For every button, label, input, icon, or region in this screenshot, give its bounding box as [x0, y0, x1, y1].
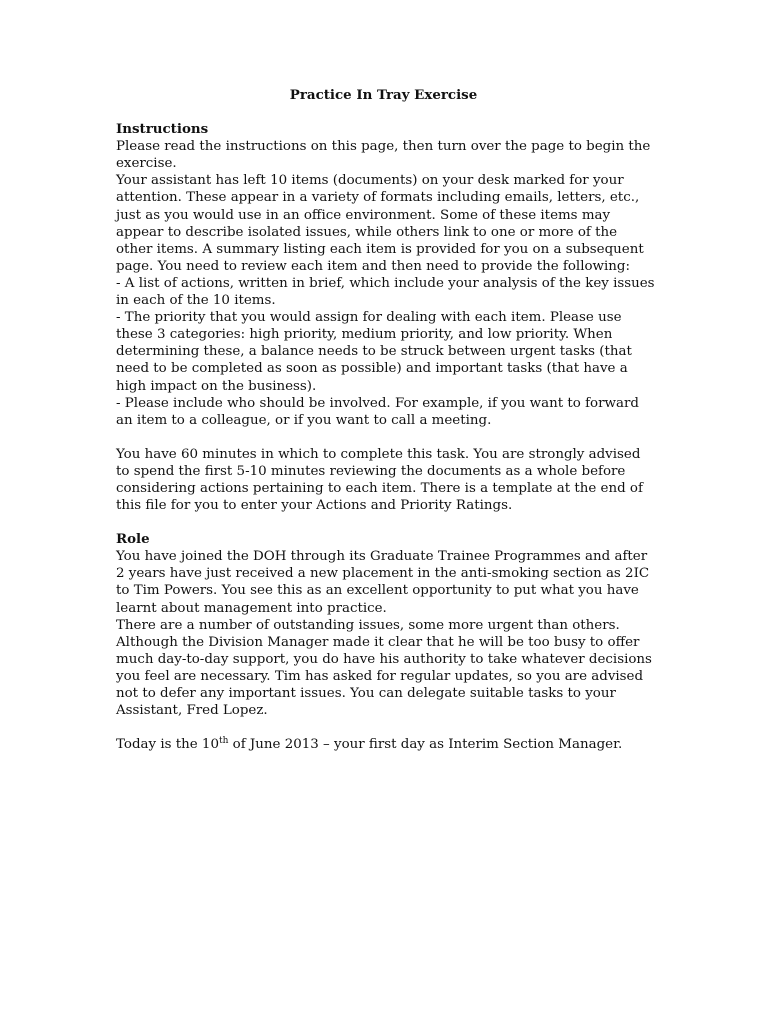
document-title: Practice In Tray Exercise — [289, 87, 478, 103]
today-line — [116, 736, 656, 753]
today-prefix: Today is the 10 — [116, 737, 219, 753]
paragraph-spacer — [116, 429, 656, 446]
instructions-heading: Instructions — [116, 121, 209, 138]
instructions-bullet: - The priority that you would assign for dealing with each item. Please use these 3 categories: high priority, medium priority, and low priority. When determining these, a balance needs to be struck between urgent tasks (that need to be completed as soon as possible) and important tasks (that have a high impact on the business). — [116, 310, 632, 394]
role-paragraph: There are a number of outstanding issues, some more urgent than others. Although the Division Manager made it clear that he will be too busy to offer much day-to-day support, you do have his authority to take whatever decisions you feel are necessary. Tim has asked for regular updates, so you are advised not to defer any important issues. You can delegate suitable tasks to your Assistant, Fred Lopez. — [116, 617, 652, 719]
paragraph-spacer — [116, 514, 656, 531]
instructions-bullet: - A list of actions, written in brief, which include your analysis of the key issues in each of the 10 items. — [116, 275, 655, 309]
role-paragraph: You have joined the DOH through its Graduate Trainee Programmes and after 2 years have just received a new placement in the anti-smoking section as 2IC to Tim Powers. You see this as an excellent opportunity to put what you have learnt about management into practice. — [116, 549, 650, 616]
today-superscript: th — [218, 736, 229, 747]
instructions-paragraph: Please read the instructions on this page, then turn over the page to begin the exercise. — [116, 139, 651, 172]
role-heading: Role — [116, 531, 150, 548]
time-paragraph: You have 60 minutes in which to complete this task. You are strongly advised to spend the first 5-10 minutes reviewing the documents as a whole before considering actions pertaining to each item. There is a template at the end of this file for you to enter your Actions and Priority Ratings. — [116, 446, 643, 514]
today-suffix: of June 2013 – your first day as Interim Section Manager. — [228, 737, 623, 753]
document-body — [116, 87, 656, 753]
instructions-paragraph: Your assistant has left 10 items (documents) on your desk marked for your attention. These appear in a variety of formats including emails, letters, etc., just as you would use in an office environment. Some of these items may appear to describe isolated issues, while others link to one or more of the other items. A summary listing each item is provided for you on a subsequent page. You need to review each item and then need to provide the following: — [116, 173, 644, 274]
paragraph-spacer — [116, 719, 656, 736]
instructions-bullet: - Please include who should be involved. For example, if you want to forward an item to a colleague, or if you want to call a meeting. — [116, 395, 639, 428]
